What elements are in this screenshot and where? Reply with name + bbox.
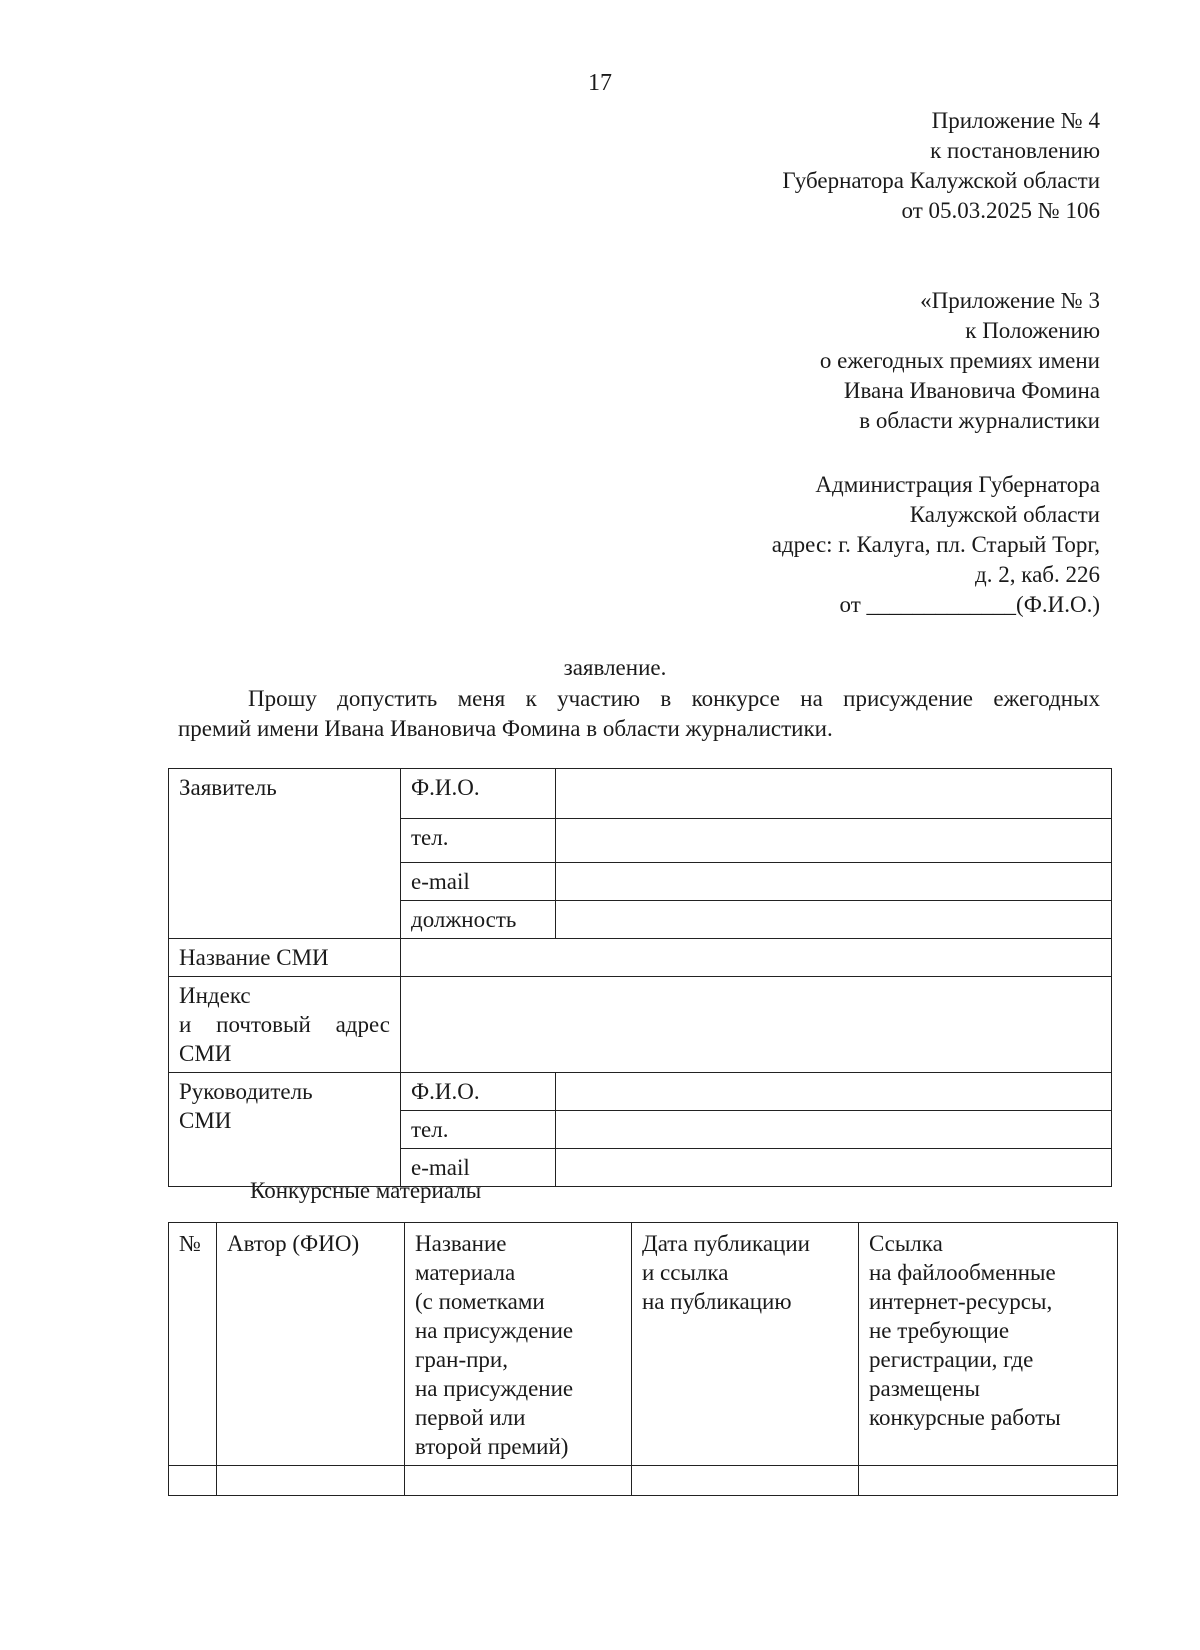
media-name-field[interactable] (401, 939, 1112, 977)
position-label: должность (401, 901, 556, 939)
author-cell[interactable] (217, 1466, 405, 1496)
annex-line: о ежегодных премиях имени (819, 348, 1100, 373)
recipient-line: от _____________(Ф.И.О.) (839, 592, 1100, 617)
header-line: регистрации, где (869, 1347, 1034, 1372)
head-email-label: e-mail (401, 1149, 556, 1187)
media-address-label (169, 977, 401, 1073)
header-line: размещены (869, 1376, 980, 1401)
col-date-header (632, 1223, 859, 1466)
annex-line: Ивана Ивановича Фомина (843, 378, 1100, 403)
label-line: СМИ (179, 1041, 232, 1066)
annex-line: Приложение № 4 (931, 108, 1100, 133)
annex-line: «Приложение № 3 (920, 288, 1100, 313)
header-line: Ссылка (869, 1231, 943, 1256)
materials-table (168, 1222, 1118, 1496)
header-line: на присуждение (415, 1318, 574, 1343)
media-address-field[interactable] (401, 977, 1112, 1073)
application-paragraph (178, 684, 1100, 744)
head-fio-label: Ф.И.О. (401, 1073, 556, 1111)
position-field[interactable] (556, 901, 1112, 939)
annex-line: в области журналистики (859, 408, 1100, 433)
col-number-header: № (169, 1223, 217, 1466)
head-email-field[interactable] (556, 1149, 1112, 1187)
page-number: 17 (588, 70, 612, 96)
email-label: e-mail (401, 863, 556, 901)
link-cell[interactable] (859, 1466, 1118, 1496)
paragraph-line: Прошу допустить меня к участию в конкурсе на присуждение ежегодных (248, 686, 1100, 711)
annex-line: к постановлению (930, 138, 1100, 163)
header-line: второй премий) (415, 1434, 569, 1459)
applicant-label: Заявитель (169, 769, 401, 939)
header-line: (с пометками (415, 1289, 545, 1314)
header-line: Название (415, 1231, 507, 1256)
header-line: конкурсные работы (869, 1405, 1061, 1430)
phone-field[interactable] (556, 819, 1112, 863)
header-line: материала (415, 1260, 516, 1285)
media-head-label (169, 1073, 401, 1187)
header-line: Дата публикации (642, 1231, 810, 1256)
date-cell[interactable] (632, 1466, 859, 1496)
email-field[interactable] (556, 863, 1112, 901)
label-line: Индекс (179, 983, 251, 1008)
applicant-table (168, 768, 1112, 1187)
materials-heading: Конкурсные материалы (250, 1178, 482, 1203)
annex-regulation-header (820, 286, 1100, 436)
document-title: заявление. (563, 655, 667, 680)
recipient-line: д. 2, каб. 226 (975, 562, 1100, 587)
head-fio-field[interactable] (556, 1073, 1112, 1111)
label-line: Руководитель (179, 1079, 313, 1104)
col-author-header: Автор (ФИО) (217, 1223, 405, 1466)
phone-label: тел. (401, 819, 556, 863)
fio-field[interactable] (556, 769, 1112, 819)
header-line: на публикацию (642, 1289, 792, 1314)
col-link-header (859, 1223, 1118, 1466)
media-name-label: Название СМИ (169, 939, 401, 977)
label-line: СМИ (179, 1108, 232, 1133)
header-line: на файлообменные (869, 1260, 1056, 1285)
recipient-block (772, 470, 1100, 620)
header-line: на присуждение (415, 1376, 574, 1401)
fio-label: Ф.И.О. (401, 769, 556, 819)
annex-header (782, 106, 1100, 226)
header-line: гран-при, (415, 1347, 508, 1372)
col-material-header (405, 1223, 632, 1466)
number-cell[interactable] (169, 1466, 217, 1496)
header-line: интернет-ресурсы, (869, 1289, 1053, 1314)
recipient-line: Администрация Губернатора (815, 472, 1100, 497)
annex-line: к Положению (965, 318, 1100, 343)
recipient-line: адрес: г. Калуга, пл. Старый Торг, (771, 532, 1100, 557)
header-line: не требующие (869, 1318, 1010, 1343)
head-phone-field[interactable] (556, 1111, 1112, 1149)
header-line: первой или (415, 1405, 526, 1430)
annex-line: от 05.03.2025 № 106 (901, 198, 1100, 223)
annex-line: Губернатора Калужской области (782, 168, 1100, 193)
paragraph-line: премий имени Ивана Ивановича Фомина в области журналистики. (178, 716, 833, 741)
material-cell[interactable] (405, 1466, 632, 1496)
recipient-line: Калужской области (909, 502, 1100, 527)
label-line: и почтовый адрес (179, 1012, 390, 1037)
header-line: и ссылка (642, 1260, 729, 1285)
head-phone-label: тел. (401, 1111, 556, 1149)
